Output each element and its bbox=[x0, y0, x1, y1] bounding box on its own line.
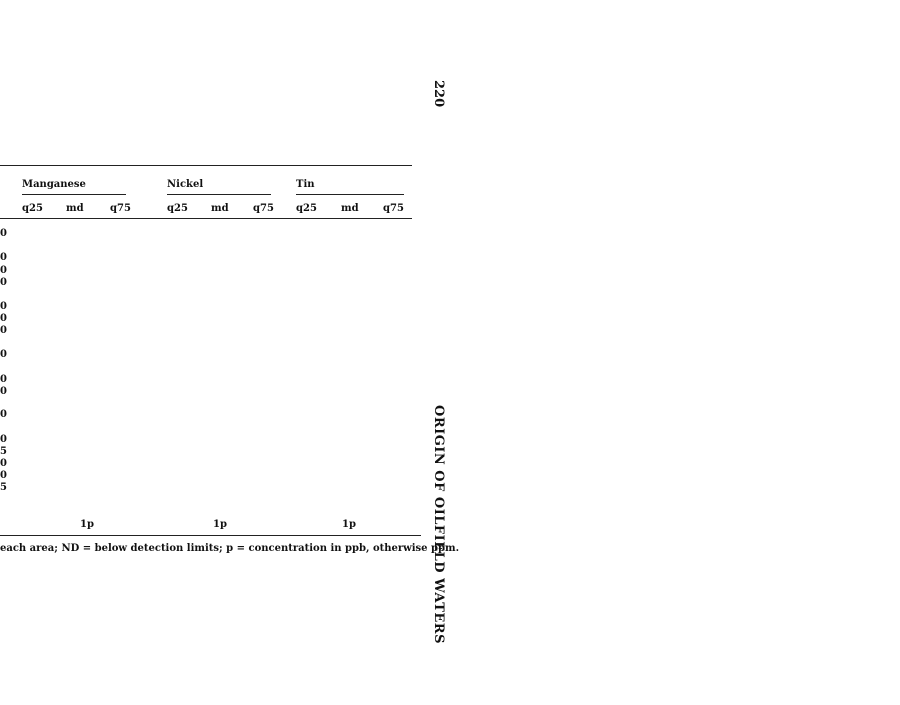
group-header-nickel: Nickel bbox=[167, 179, 204, 190]
bottom-value-tin: 1p bbox=[342, 519, 356, 530]
column-header-mn-q25: q25 bbox=[22, 203, 43, 214]
group-header-manganese: Manganese bbox=[22, 179, 86, 190]
row-lead-value: 0 bbox=[0, 277, 7, 288]
bottom-value-manganese: 1p bbox=[80, 519, 94, 530]
row-lead-value: 0 bbox=[0, 458, 7, 469]
column-header-ni-q25: q25 bbox=[167, 203, 188, 214]
row-lead-value: 0 bbox=[0, 409, 7, 420]
row-lead-value: 0 bbox=[0, 386, 7, 397]
column-header-sn-md: md bbox=[341, 203, 359, 214]
row-lead-value: 5 bbox=[0, 446, 7, 457]
column-header-sn-q25: q25 bbox=[296, 203, 317, 214]
row-lead-value: 0 bbox=[0, 228, 7, 239]
column-header-ni-md: md bbox=[211, 203, 229, 214]
bottom-value-nickel: 1p bbox=[213, 519, 227, 530]
row-lead-value: 0 bbox=[0, 434, 7, 445]
row-lead-value: 0 bbox=[0, 349, 7, 360]
row-lead-value: 0 bbox=[0, 374, 7, 385]
group-header-tin: Tin bbox=[296, 179, 315, 190]
column-header-sn-q75: q75 bbox=[383, 203, 404, 214]
row-lead-value: 0 bbox=[0, 313, 7, 324]
row-lead-value: 0 bbox=[0, 252, 7, 263]
footnote: each area; ND = below detection limits; p = concentration in ppb, otherwise ppm. bbox=[0, 543, 460, 554]
running-head: ORIGIN OF OILFIELD WATERS bbox=[431, 405, 446, 645]
group-underline-tin bbox=[296, 194, 404, 195]
group-underline-manganese bbox=[22, 194, 126, 195]
row-lead-value: 0 bbox=[0, 265, 7, 276]
group-underline-nickel bbox=[167, 194, 271, 195]
top-rule bbox=[0, 165, 412, 166]
page-number: 220 bbox=[431, 80, 446, 108]
column-header-mn-q75: q75 bbox=[110, 203, 131, 214]
row-lead-value: 0 bbox=[0, 325, 7, 336]
bottom-rule bbox=[0, 535, 421, 536]
header-rule bbox=[0, 218, 412, 219]
row-lead-value: 0 bbox=[0, 470, 7, 481]
row-lead-value: 0 bbox=[0, 301, 7, 312]
column-header-mn-md: md bbox=[66, 203, 84, 214]
row-lead-value: 5 bbox=[0, 482, 7, 493]
column-header-ni-q75: q75 bbox=[253, 203, 274, 214]
